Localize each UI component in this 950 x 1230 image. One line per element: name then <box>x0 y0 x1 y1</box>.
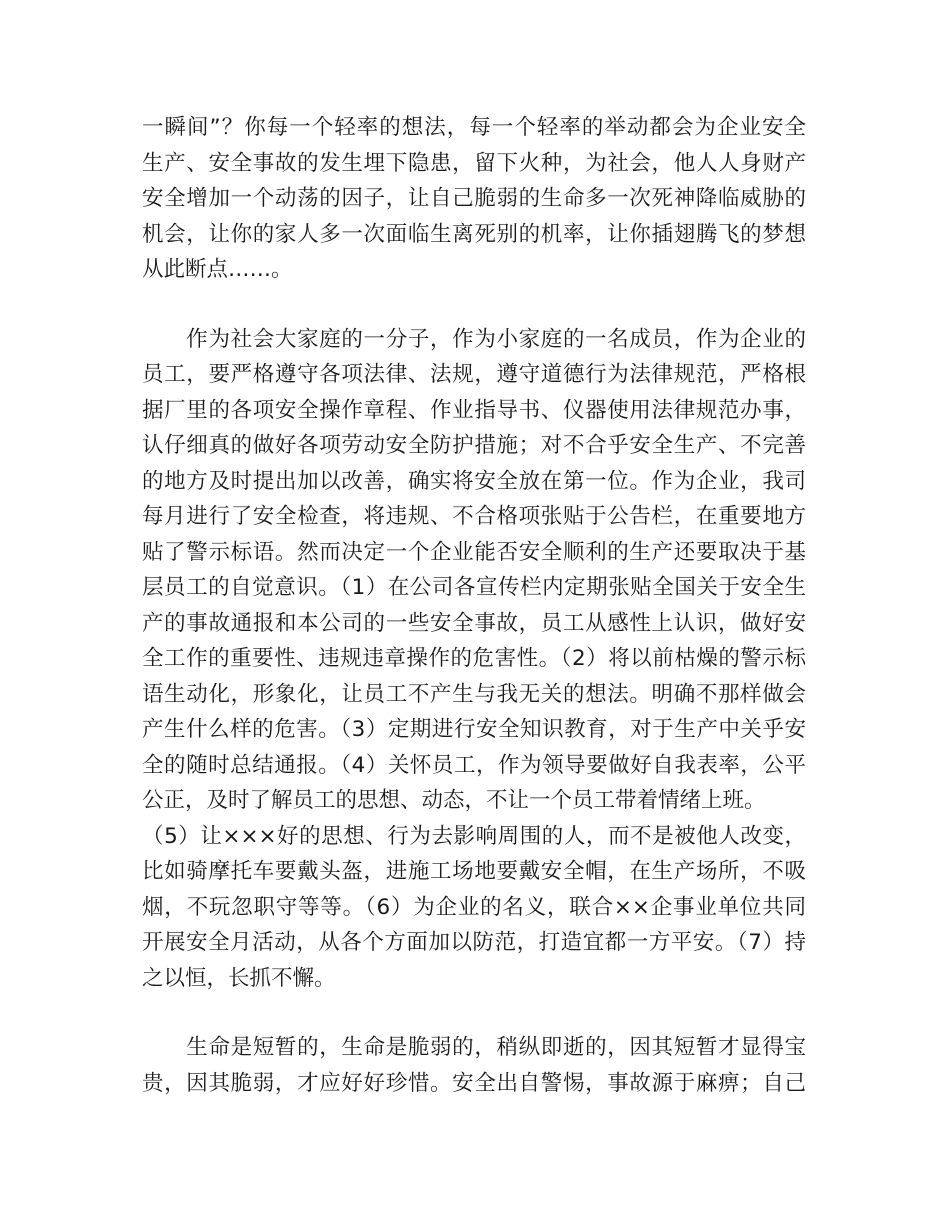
paragraph-3 <box>142 1030 806 1101</box>
text-line: 之以恒，长抓不懈。 <box>142 965 336 991</box>
text-line: 作为社会大家庭的一分子，作为小家庭的一名成员，作为企业的 <box>142 326 806 352</box>
text-line: 全的随时总结通报。（4）关怀员工，作为领导要做好自我表率，公平 <box>142 752 806 778</box>
text-line: 全工作的重要性、违规违章操作的危害性。（2）将以前枯燥的警示标 <box>142 646 806 671</box>
text-line: 认仔细真的做好各项劳动安全防护措施；对不合乎安全生产、不完善 <box>142 433 806 458</box>
text-line: 公正，及时了解员工的思想、动态，不让一个员工带着情绪上班。 <box>142 788 766 813</box>
text-line: 比如骑摩托车要戴头盔，进施工场地要戴安全帽，在生产场所，不吸 <box>142 859 806 884</box>
text-line: 据厂里的各项安全操作章程、作业指导书、仪器使用法律规范办事， <box>142 397 806 423</box>
paragraph-1 <box>142 110 806 288</box>
text-line: 语生动化，形象化，让员工不产生与我无关的想法。明确不那样做会 <box>142 681 806 707</box>
text-line: 机会，让你的家人多一次面临生离死别的机率，让你插翅腾飞的梦想 <box>142 221 806 247</box>
document-page <box>142 110 806 1101</box>
text-line: 产的事故通报和本公司的一些安全事故，员工从感性上认识，做好安 <box>142 610 806 636</box>
text-line: 的地方及时提出加以改善，确实将安全放在第一位。作为企业，我司 <box>142 468 806 494</box>
text-line: 员工，要严格遵守各项法律、法规，遵守道德行为法律规范，严格根 <box>142 362 806 387</box>
text-line: 从此断点……。 <box>142 257 293 282</box>
text-line: 层员工的自觉意识。（1）在公司各宣传栏内定期张贴全国关于安全生 <box>142 575 806 600</box>
text-line: 生产、安全事故的发生埋下隐患，留下火种，为社会，他人人身财产 <box>142 150 806 176</box>
paragraph-2 <box>142 322 806 997</box>
text-line: 贴了警示标语。然而决定一个企业能否安全顺利的生产还要取决于基 <box>142 539 806 565</box>
text-line: （5）让×××好的思想、行为去影响周围的人，而不是被他人改变， <box>142 823 806 849</box>
text-line: 开展安全月活动，从各个方面加以防范，打造宜都一方平安。（7）持 <box>142 930 806 955</box>
text-line: 一瞬间”？你每一个轻率的想法，每一个轻率的举动都会为企业安全 <box>142 115 806 140</box>
text-line: 贵，因其脆弱，才应好好珍惜。安全出自警惕，事故源于麻痹；自己 <box>142 1070 806 1096</box>
text-line: 安全增加一个动荡的因子，让自己脆弱的生命多一次死神降临威胁的 <box>142 186 806 211</box>
text-line: 每月进行了安全检查，将违规、不合格项张贴于公告栏，在重要地方 <box>142 504 806 529</box>
text-line: 产生什么样的危害。（3）定期进行安全知识教育，对于生产中关乎安 <box>142 717 806 742</box>
text-line: 生命是短暂的，生命是脆弱的，稍纵即逝的，因其短暂才显得宝 <box>142 1035 806 1060</box>
text-line: 烟，不玩忽职守等等。（6）为企业的名义，联合××企事业单位共同 <box>142 894 806 920</box>
